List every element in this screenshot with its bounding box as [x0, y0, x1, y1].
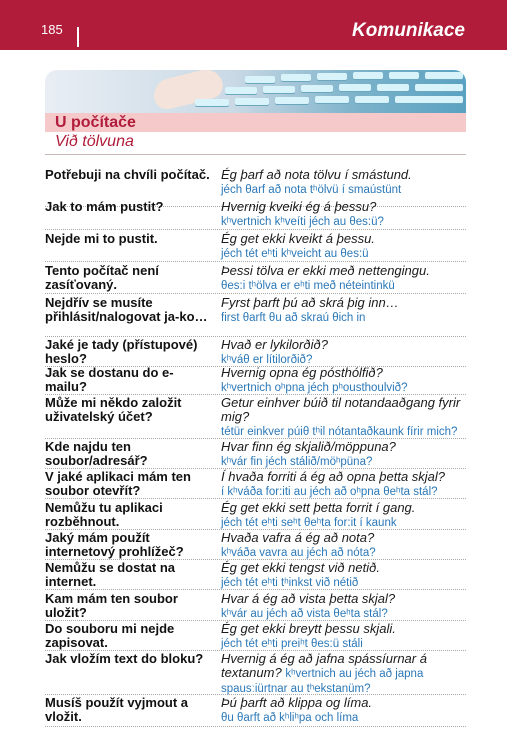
key-shape [245, 76, 275, 83]
icelandic-text: Ég get ekki kveikt á þessu. [221, 231, 375, 246]
icelandic-text: Hvernig kveiki ég á þessu? [221, 199, 377, 214]
pronunciation: kʰváða vavra au jéch að nóta? [221, 547, 376, 559]
heading-divider [45, 154, 466, 155]
phrase-row [45, 470, 466, 499]
icelandic-phrase [221, 264, 466, 293]
icelandic-phrase [221, 440, 466, 469]
icelandic-phrase [221, 396, 466, 439]
phrase-row [45, 232, 466, 262]
czech-phrase: Tento počítač není zasíťovaný. [45, 263, 159, 292]
key-shape [425, 72, 463, 79]
phrase-row [45, 531, 466, 560]
key-shape [301, 85, 333, 92]
phrase-row [45, 652, 466, 695]
icelandic-phrase [221, 622, 466, 651]
icelandic-phrase [221, 338, 466, 367]
key-shape [415, 84, 463, 91]
pronunciation: kʰvertnich kʰveíti jéch au θes:ü? [221, 216, 384, 228]
icelandic-text: Hvernig á ég að jafna spássíurnar á textanum? [221, 651, 427, 680]
icelandic-phrase [221, 470, 466, 499]
icelandic-phrase [221, 592, 466, 621]
pronunciation: θu θarft að kʰliʰpa och líma [221, 712, 359, 724]
pronunciation: í kʰváða for:iti au jéch að oʰpna θeʰta stál? [221, 486, 438, 498]
header-bar [0, 0, 507, 50]
key-shape [195, 99, 229, 106]
key-shape [317, 73, 347, 80]
icelandic-text: Þú þarft að klippa og líma. [221, 695, 373, 710]
pronunciation: kʰvár fin jéch stálið/möʰpüna? [221, 456, 373, 468]
czech-phrase: Nejde mi to pustit. [45, 231, 158, 246]
czech-phrase: Jak se dostanu do e-mailu? [45, 365, 174, 394]
page-number-divider [77, 27, 79, 47]
icelandic-text: Hvaða vafra á ég að nota? [221, 530, 375, 545]
phrase-row [45, 561, 466, 590]
icelandic-text: Ég get ekki breytt þessu skjali. [221, 621, 396, 636]
icelandic-phrase [221, 652, 466, 696]
icelandic-phrase [221, 696, 466, 725]
heading-icelandic: Við tölvuna [55, 133, 134, 150]
czech-phrase: Jaký mám použít internetový prohlížeč? [45, 530, 184, 559]
pronunciation: kʰvertnich oʰpna jéch pʰousthoulvið? [221, 382, 408, 394]
pronunciation: jéch tét eʰti tʰinkst við nétið [221, 577, 359, 589]
icelandic-phrase [221, 296, 466, 325]
czech-phrase: Do souboru mi nejde zapisovat. [45, 621, 175, 650]
heading-czech: U počítače [55, 114, 136, 131]
phrase-row [45, 264, 466, 294]
czech-phrase: Nemůžu tu aplikaci rozběhnout. [45, 500, 163, 529]
key-shape [263, 86, 295, 93]
icelandic-text: Ég þarf að nota tölvu í smástund. [221, 167, 412, 182]
czech-phrase: V jaké aplikaci mám ten soubor otevřít? [45, 469, 191, 498]
icelandic-text: Hvar á ég að vista þetta skjal? [221, 591, 396, 606]
phrase-row [45, 501, 466, 530]
key-shape [377, 84, 409, 91]
pronunciation: jéch tét eʰti seʰt θeʰta for:it í kaunk [221, 517, 397, 529]
icelandic-phrase [221, 200, 466, 229]
phrase-row [45, 696, 466, 727]
key-shape [353, 72, 383, 79]
czech-phrase: Musíš použít vyjmout a vložit. [45, 695, 189, 724]
pronunciation: jéch θarf að nota tʰölvü í smaústünt [221, 184, 402, 196]
czech-phrase: Jaké je tady (přístupové) heslo? [45, 337, 198, 366]
czech-phrase: Kde najdu ten soubor/adresář? [45, 439, 148, 468]
phrase-row [45, 338, 466, 367]
czech-phrase: Nejdřív se musíte přihlásit/nalogovat ja-ko… [45, 295, 208, 324]
icelandic-text: Ég get ekki tengst við netið. [221, 560, 380, 575]
czech-phrase: Kam mám ten soubor uložit? [45, 591, 178, 620]
czech-phrase: Jak to mám pustit? [45, 199, 164, 214]
key-shape [275, 97, 309, 104]
key-shape [225, 87, 257, 94]
keyboard-photo [45, 70, 466, 113]
phrase-row [45, 296, 466, 337]
pronunciation: θes:i tʰölva er eʰti með néteintinkü [221, 280, 395, 292]
czech-phrase: Může mi někdo založit uživatelský účet? [45, 395, 182, 424]
phrase-row [45, 396, 466, 439]
key-shape [315, 96, 349, 103]
icelandic-phrase [221, 366, 466, 395]
icelandic-text: Ég get ekki sett þetta forrit í gang. [221, 500, 416, 515]
key-shape [235, 98, 269, 105]
phrase-row [45, 592, 466, 621]
phrase-row [45, 440, 466, 469]
pronunciation: jéch tét eʰti preiʰt θes:ü stáli [221, 638, 363, 650]
icelandic-phrase [221, 531, 466, 560]
czech-phrase: Jak vložím text do bloku? [45, 651, 204, 666]
icelandic-text: Fyrst þarft þú að skrá þig inn… [221, 295, 399, 310]
icelandic-phrase [221, 168, 466, 197]
key-shape [355, 96, 389, 103]
pronunciation: kʰvertnich au jéch að japna spausːiürtnar au tʰekstanüm? [221, 668, 424, 695]
key-shape [281, 74, 311, 81]
icelandic-phrase [221, 501, 466, 530]
icelandic-text: Þessi tölva er ekki með nettengingu. [221, 263, 430, 278]
pronunciation: first θarft θu að skraú θich in [221, 312, 366, 324]
key-shape [339, 84, 371, 91]
page-number: 185 [41, 22, 63, 37]
icelandic-text: Hvað er lykilorðið? [221, 337, 328, 352]
phrase-row [45, 622, 466, 651]
icelandic-phrase [221, 232, 466, 261]
key-shape [389, 72, 419, 79]
pronunciation: tétür einkver púiθ tʰil nótantaðkaunk fírir mich? [221, 426, 458, 438]
key-shape [395, 96, 463, 103]
pronunciation: kʰvár au jéch að vista θeʰta stál? [221, 608, 388, 620]
pronunciation: kʰváθ er lítilorðið? [221, 354, 313, 366]
czech-phrase: Potřebuji na chvíli počítač. [45, 167, 210, 182]
icelandic-text: Hvernig opna ég pósthólfið? [221, 365, 383, 380]
czech-phrase: Nemůžu se dostat na internet. [45, 560, 176, 589]
icelandic-text: Í hvaða forriti á ég að opna þetta skjal? [221, 469, 446, 484]
pronunciation: jéch tét eʰti kʰveicht au θes:ü [221, 248, 369, 260]
section-title: Komunikace [352, 20, 465, 41]
icelandic-text: Hvar finn ég skjalið/möppuna? [221, 439, 396, 454]
phrase-row [45, 366, 466, 395]
phrase-row [45, 200, 466, 230]
icelandic-text: Getur einhver búið til notandaaðgang fyrir mig? [221, 395, 461, 424]
icelandic-phrase [221, 561, 466, 590]
